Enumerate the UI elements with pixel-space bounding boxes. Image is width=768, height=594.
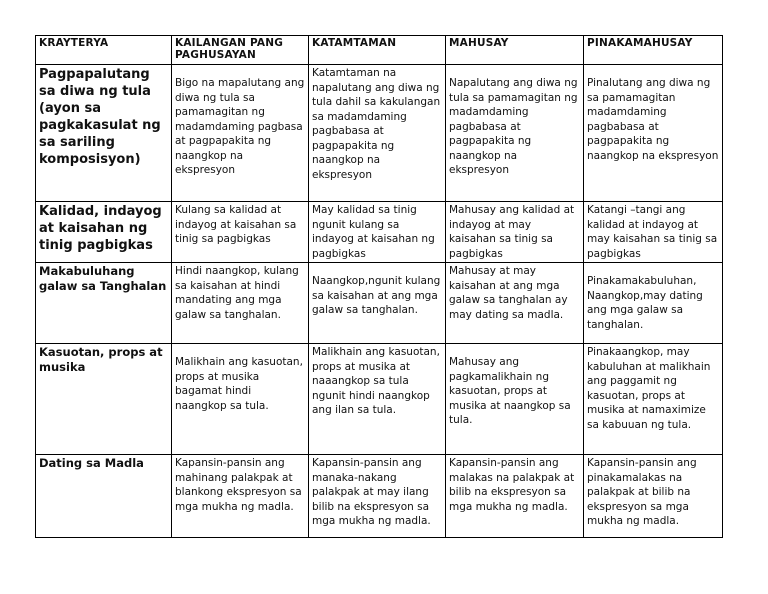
table-cell: Mahusay at may kaisahan at ang mga galaw sa tanghalan ay may dating sa madla.	[446, 263, 584, 344]
header-pinakamahusay: PINAKAMAHUSAY	[584, 36, 723, 65]
table-cell: Mahusay ang kalidad at indayog at may kaisahan sa tinig sa pagbigkas	[446, 202, 584, 263]
header-krayterya: KRAYTERYA	[36, 36, 172, 65]
table-row	[36, 263, 723, 344]
table-cell: Pinakaangkop, may kabuluhan at malikhain ang paggamit ng kasuotan, props at musika at namaximize sa kabuuan ng tula.	[584, 344, 723, 455]
criterion-cell: Pagpapalutang sa diwa ng tula (ayon sa pagkakasulat ng sa sariling komposisyon)	[36, 65, 172, 202]
table-cell: Pinalutang ang diwa ng sa pamamagitan madamdaming pagbabasa at pagpapakita ng naangkop na ekspresyon	[584, 65, 723, 202]
table-row	[36, 455, 723, 538]
table-cell: Kapansin-pansin ang pinakamalakas na palakpak at bilib na ekspresyon sa mga mukha ng madla.	[584, 455, 723, 538]
table-cell: Katamtaman na napalutang ang diwa ng tula dahil sa kakulangan sa madamdaming pagbabasa at pagpapakita ng naangkop na ekspresyon	[309, 65, 446, 202]
criterion-cell: Makabuluhang galaw sa Tanghalan	[36, 263, 172, 344]
table-cell: Hindi naangkop, kulang sa kaisahan at hindi mandating ang mga galaw sa tanghalan.	[172, 263, 309, 344]
table-row	[36, 65, 723, 202]
table-cell: Pinakamakabuluhan, Naangkop,may dating ang mga galaw sa tanghalan.	[584, 263, 723, 344]
criterion-cell: Kalidad, indayog at kaisahan ng tinig pagbigkas	[36, 202, 172, 263]
header-kailangan-pang-paghusayan: KAILANGAN PANG PAGHUSAYAN	[172, 36, 309, 65]
table-cell: Naangkop,ngunit kulang sa kaisahan at ang mga galaw sa tanghalan.	[309, 263, 446, 344]
table-row	[36, 344, 723, 455]
table-cell: Bigo na mapalutang ang diwa ng tula sa pamamagitan ng madamdaming pagbasa at pagpapakita ng naangkop na ekspresyon	[172, 65, 309, 202]
header-katamtaman: KATAMTAMAN	[309, 36, 446, 65]
table-row	[36, 202, 723, 263]
table-cell: Kulang sa kalidad at indayog at kaisahan sa tinig sa pagbigkas	[172, 202, 309, 263]
table-cell: Napalutang ang diwa ng tula sa pamamagitan ng madamdaming pagbabasa at pagpapakita ng naangkop na ekspresyon	[446, 65, 584, 202]
table-cell: Mahusay ang pagkamalikhain ng kasuotan, props at musika at naangkop sa tula.	[446, 344, 584, 455]
rubric-table	[35, 35, 723, 538]
table-cell: Kapansin-pansin ang mahinang palakpak at blankong ekspresyon sa mga mukha ng madla.	[172, 455, 309, 538]
table-cell: May kalidad sa tinig ngunit kulang sa indayog at kaisahan ng pagbigkas	[309, 202, 446, 263]
table-cell: Malikhain ang kasuotan, props at musika bagamat hindi naangkop sa tula.	[172, 344, 309, 455]
criterion-cell: Dating sa Madla	[36, 455, 172, 538]
header-row	[36, 36, 723, 65]
header-mahusay: MAHUSAY	[446, 36, 584, 65]
criterion-cell: Kasuotan, props at musika	[36, 344, 172, 455]
table-cell: Malikhain ang kasuotan, props at musika at naaangkop sa tula ngunit hindi naangkop ang ilan sa tula.	[309, 344, 446, 455]
table-cell: Katangi –tangi ang kalidad at indayog at may kaisahan sa tinig sa pagbigkas	[584, 202, 723, 263]
table-cell: Kapansin-pansin ang manaka-nakang palakpak at may ilang bilib na ekspresyon sa mga mukha ng madla.	[309, 455, 446, 538]
table-cell: Kapansin-pansin ang malakas na palakpak at bilib na ekspresyon sa mga mukha ng madla.	[446, 455, 584, 538]
